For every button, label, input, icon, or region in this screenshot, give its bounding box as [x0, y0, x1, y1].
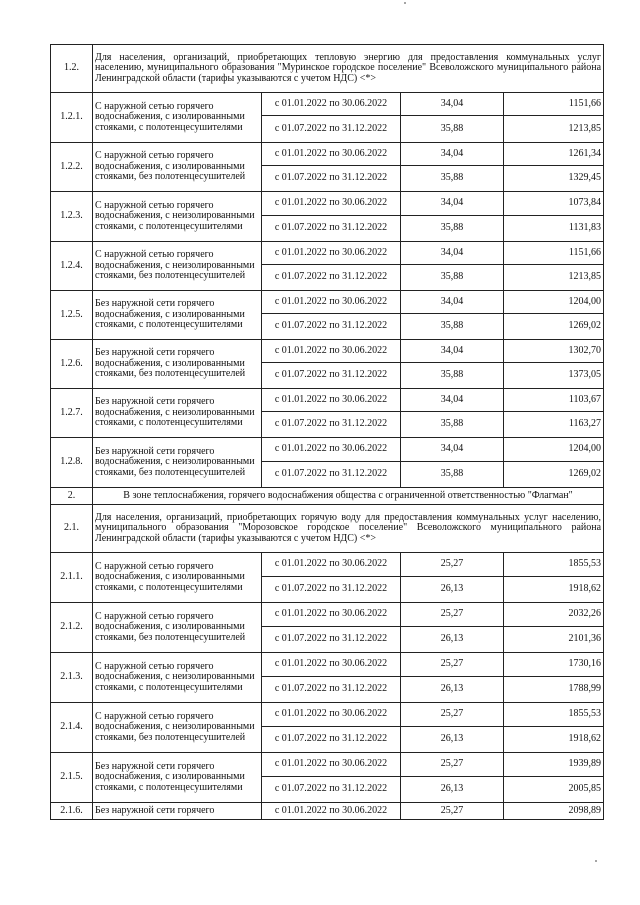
- section-text: Для населения, организаций, приобретающих тепловую энергию для предоставления коммунальных услуг населению, муниципального образования "Муринское городское поселение" Всеволожского муниципального района Ленинградской области (тарифы указываются с учетом НДС) <*>: [93, 45, 604, 93]
- row-number: 2.1.4.: [51, 703, 93, 753]
- row-description: С наружной сетью горячего водоснабжения, с изолированными стояками, без полотенцесушителей: [93, 603, 262, 653]
- period-cell: с 01.07.2022 по 31.12.2022: [262, 727, 401, 753]
- tariff-value-1: 34,04: [401, 242, 504, 265]
- period-cell: с 01.07.2022 по 31.12.2022: [262, 116, 401, 143]
- tariff-value-1: 25,27: [401, 803, 504, 820]
- tariff-value-1: 25,27: [401, 553, 504, 577]
- row-number: 1.2.4.: [51, 242, 93, 291]
- tariff-value-1: 35,88: [401, 216, 504, 242]
- tariff-value-2: 1918,62: [504, 577, 604, 603]
- tariff-value-2: 1855,53: [504, 703, 604, 727]
- row-number: 2.1.5.: [51, 753, 93, 803]
- tariff-row: [51, 192, 604, 216]
- section-row: [51, 45, 604, 93]
- row-number: 2.1.: [51, 505, 93, 553]
- row-description: С наружной сетью горячего водоснабжения, с неизолированными стояками, без полотенцесушителей: [93, 242, 262, 291]
- period-cell: с 01.07.2022 по 31.12.2022: [262, 777, 401, 803]
- tariff-value-2: 1788,99: [504, 677, 604, 703]
- tariff-value-2: 1269,02: [504, 314, 604, 340]
- row-number: 1.2.: [51, 45, 93, 93]
- row-number: 2.1.1.: [51, 553, 93, 603]
- period-cell: с 01.01.2022 по 30.06.2022: [262, 291, 401, 314]
- tariff-row: [51, 803, 604, 820]
- tariff-value-2: 2005,85: [504, 777, 604, 803]
- section-row: [51, 505, 604, 553]
- tariff-value-2: 1213,85: [504, 265, 604, 291]
- row-description: Без наружной сети горячего: [93, 803, 262, 820]
- period-cell: с 01.01.2022 по 30.06.2022: [262, 93, 401, 116]
- tariff-value-2: 1163,27: [504, 412, 604, 438]
- tariff-value-1: 35,88: [401, 412, 504, 438]
- tariff-value-2: 2101,36: [504, 627, 604, 653]
- tariff-value-2: 1855,53: [504, 553, 604, 577]
- tariff-value-2: 1261,34: [504, 143, 604, 166]
- period-cell: с 01.07.2022 по 31.12.2022: [262, 577, 401, 603]
- period-cell: с 01.07.2022 по 31.12.2022: [262, 462, 401, 488]
- tariff-value-1: 26,13: [401, 627, 504, 653]
- tariff-value-1: 34,04: [401, 438, 504, 462]
- tariff-value-2: 1131,83: [504, 216, 604, 242]
- tariff-value-2: 1151,66: [504, 93, 604, 116]
- row-description: Без наружной сети горячего водоснабжения, с неизолированными стояками, без полотенцесушителей: [93, 438, 262, 488]
- tariff-value-2: 1329,45: [504, 166, 604, 192]
- row-number: 1.2.3.: [51, 192, 93, 242]
- period-cell: с 01.01.2022 по 30.06.2022: [262, 143, 401, 166]
- tariff-row: [51, 553, 604, 577]
- tariff-value-1: 26,13: [401, 677, 504, 703]
- tariff-row: [51, 93, 604, 116]
- tariff-row: [51, 242, 604, 265]
- period-cell: с 01.01.2022 по 30.06.2022: [262, 389, 401, 412]
- tariff-row: [51, 291, 604, 314]
- period-cell: с 01.07.2022 по 31.12.2022: [262, 166, 401, 192]
- row-number: 2.1.6.: [51, 803, 93, 820]
- tariff-row: [51, 653, 604, 677]
- tariff-value-1: 26,13: [401, 727, 504, 753]
- tariff-row: [51, 753, 604, 777]
- tariff-value-1: 34,04: [401, 93, 504, 116]
- period-cell: с 01.01.2022 по 30.06.2022: [262, 553, 401, 577]
- row-description: С наружной сетью горячего водоснабжения, с неизолированными стояками, без полотенцесушителей: [93, 703, 262, 753]
- heading-text: В зоне теплоснабжения, горячего водоснабжения общества с ограниченной ответственностью "Флагман": [93, 488, 604, 505]
- scan-dot: [595, 860, 597, 862]
- tariff-value-2: 1213,85: [504, 116, 604, 143]
- tariff-value-1: 35,88: [401, 314, 504, 340]
- period-cell: с 01.07.2022 по 31.12.2022: [262, 314, 401, 340]
- tariff-table: [50, 44, 604, 820]
- period-cell: с 01.01.2022 по 30.06.2022: [262, 242, 401, 265]
- tariff-value-1: 35,88: [401, 363, 504, 389]
- row-number: 2.1.3.: [51, 653, 93, 703]
- period-cell: с 01.07.2022 по 31.12.2022: [262, 216, 401, 242]
- period-cell: с 01.01.2022 по 30.06.2022: [262, 753, 401, 777]
- tariff-value-2: 1269,02: [504, 462, 604, 488]
- period-cell: с 01.01.2022 по 30.06.2022: [262, 438, 401, 462]
- period-cell: с 01.01.2022 по 30.06.2022: [262, 803, 401, 820]
- tariff-value-1: 34,04: [401, 192, 504, 216]
- period-cell: с 01.01.2022 по 30.06.2022: [262, 192, 401, 216]
- tariff-value-1: 35,88: [401, 462, 504, 488]
- row-number: 1.2.1.: [51, 93, 93, 143]
- tariff-row: [51, 389, 604, 412]
- row-description: С наружной сетью горячего водоснабжения, с неизолированными стояками, с полотенцесушителями: [93, 192, 262, 242]
- tariff-row: [51, 603, 604, 627]
- tariff-row: [51, 438, 604, 462]
- tariff-value-1: 35,88: [401, 166, 504, 192]
- period-cell: с 01.01.2022 по 30.06.2022: [262, 603, 401, 627]
- period-cell: с 01.01.2022 по 30.06.2022: [262, 703, 401, 727]
- row-number: 2.1.2.: [51, 603, 93, 653]
- tariff-value-2: 1103,67: [504, 389, 604, 412]
- scan-dot: [404, 2, 406, 4]
- tariff-value-1: 25,27: [401, 753, 504, 777]
- tariff-value-1: 26,13: [401, 577, 504, 603]
- period-cell: с 01.07.2022 по 31.12.2022: [262, 412, 401, 438]
- row-description: С наружной сетью горячего водоснабжения, с изолированными стояками, с полотенцесушителями: [93, 93, 262, 143]
- section-text: Для населения, организаций, приобретающих горячую воду для предоставления коммунальных услуг населению, муниципального образования "Морозовское городское поселение" Всеволожского муниципального района Ленинградской области (тарифы указываются с учетом НДС) <*>: [93, 505, 604, 553]
- tariff-row: [51, 340, 604, 363]
- period-cell: с 01.07.2022 по 31.12.2022: [262, 363, 401, 389]
- row-description: Без наружной сети горячего водоснабжения, с изолированными стояками, с полотенцесушителями: [93, 291, 262, 340]
- tariff-row: [51, 143, 604, 166]
- period-cell: с 01.07.2022 по 31.12.2022: [262, 265, 401, 291]
- tariff-value-2: 1302,70: [504, 340, 604, 363]
- row-number: 1.2.8.: [51, 438, 93, 488]
- tariff-value-1: 35,88: [401, 265, 504, 291]
- period-cell: с 01.01.2022 по 30.06.2022: [262, 340, 401, 363]
- period-cell: с 01.07.2022 по 31.12.2022: [262, 677, 401, 703]
- tariff-value-1: 34,04: [401, 389, 504, 412]
- row-number: 1.2.7.: [51, 389, 93, 438]
- tariff-row: [51, 703, 604, 727]
- tariff-value-2: 1073,84: [504, 192, 604, 216]
- tariff-value-2: 1730,16: [504, 653, 604, 677]
- tariff-value-2: 1373,05: [504, 363, 604, 389]
- row-description: С наружной сетью горячего водоснабжения, с изолированными стояками, без полотенцесушителей: [93, 143, 262, 192]
- row-number: 1.2.5.: [51, 291, 93, 340]
- tariff-value-2: 1939,89: [504, 753, 604, 777]
- tariff-value-1: 25,27: [401, 603, 504, 627]
- row-description: С наружной сетью горячего водоснабжения, с изолированными стояками, с полотенцесушителями: [93, 553, 262, 603]
- tariff-value-1: 34,04: [401, 340, 504, 363]
- row-number: 1.2.2.: [51, 143, 93, 192]
- row-number: 1.2.6.: [51, 340, 93, 389]
- period-cell: с 01.01.2022 по 30.06.2022: [262, 653, 401, 677]
- tariff-value-1: 26,13: [401, 777, 504, 803]
- row-number: 2.: [51, 488, 93, 505]
- row-description: Без наружной сети горячего водоснабжения, с неизолированными стояками, с полотенцесушителями: [93, 389, 262, 438]
- tariff-value-1: 25,27: [401, 703, 504, 727]
- tariff-value-1: 35,88: [401, 116, 504, 143]
- tariff-value-2: 2032,26: [504, 603, 604, 627]
- row-description: С наружной сетью горячего водоснабжения, с неизолированными стояками, с полотенцесушителями: [93, 653, 262, 703]
- tariff-value-1: 25,27: [401, 653, 504, 677]
- tariff-value-2: 1204,00: [504, 438, 604, 462]
- tariff-value-2: 1151,66: [504, 242, 604, 265]
- tariff-value-2: 2098,89: [504, 803, 604, 820]
- tariff-value-2: 1204,00: [504, 291, 604, 314]
- row-description: Без наружной сети горячего водоснабжения, с изолированными стояками, с полотенцесушителями: [93, 753, 262, 803]
- heading-row: [51, 488, 604, 505]
- tariff-value-2: 1918,62: [504, 727, 604, 753]
- tariff-value-1: 34,04: [401, 143, 504, 166]
- tariff-value-1: 34,04: [401, 291, 504, 314]
- row-description: Без наружной сети горячего водоснабжения, с изолированными стояками, без полотенцесушителей: [93, 340, 262, 389]
- period-cell: с 01.07.2022 по 31.12.2022: [262, 627, 401, 653]
